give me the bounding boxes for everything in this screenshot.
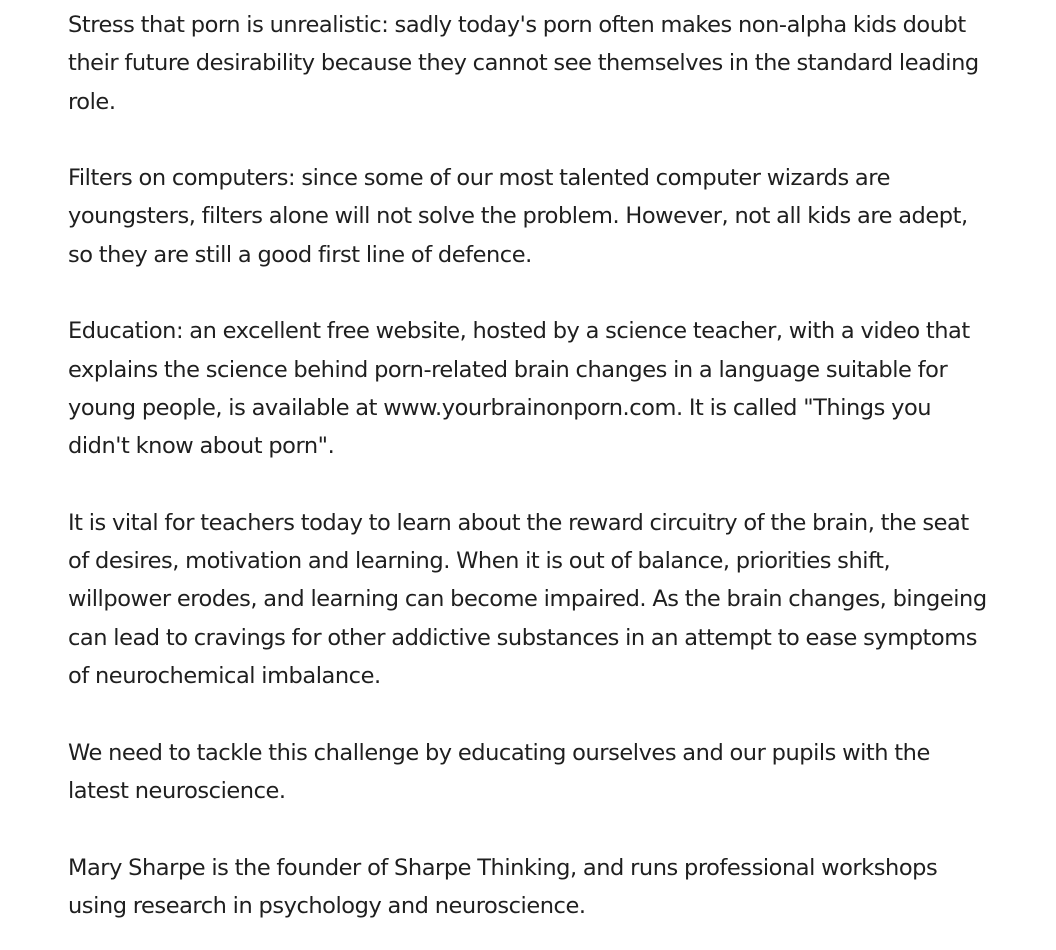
article-body: [68, 6, 988, 925]
paragraph-reward-circuitry: It is vital for teachers today to learn about the reward circuitry of the brain, the seat of desires, motivation and learning. When it is out of balance, priorities shift, willpower erodes, and learning can become impaired. As the brain changes, bingeing can lead to cravings for other addictive substances in an attempt to ease symptoms of neurochemical imbalance.: [68, 509, 987, 690]
paragraph-author-bio: Mary Sharpe is the founder of Sharpe Thinking, and runs professional workshops using research in psychology and neuroscience.: [68, 854, 938, 919]
paragraph-tackle-challenge: We need to tackle this challenge by educating ourselves and our pupils with the latest neuroscience.: [68, 739, 930, 804]
paragraph-computer-filters: Filters on computers: since some of our most talented computer wizards are youngsters, filters alone will not solve the problem. However, not all kids are adept, so they are still a good first line of defence.: [68, 165, 968, 268]
paragraph-porn-unrealistic: Stress that porn is unrealistic: sadly today's porn often makes non-alpha kids doubt their future desirability because they cannot see themselves in the standard leading role.: [68, 12, 979, 115]
paragraph-education-website: Education: an excellent free website, hosted by a science teacher, with a video that explains the science behind porn-related brain changes in a language suitable for young people, is available at www.yourbrainonporn.com. It is called "Things you didn't know about porn".: [68, 318, 970, 460]
